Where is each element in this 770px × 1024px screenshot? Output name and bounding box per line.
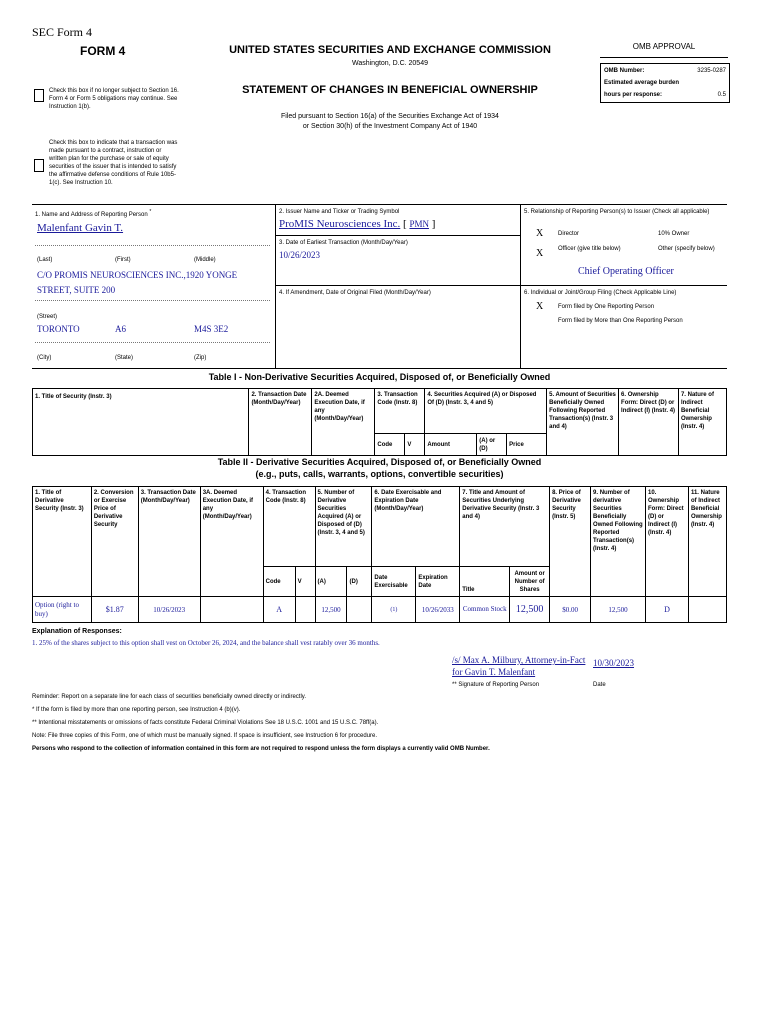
officer-mark[interactable]: X	[536, 248, 544, 259]
t2-expiration-date: Expiration Date	[416, 567, 460, 597]
state-label: (State)	[115, 355, 134, 361]
t2-row-form: D	[645, 597, 688, 623]
issuer-name-link[interactable]: ProMIS Neurosciences Inc.	[279, 218, 401, 230]
sec-form-label: SEC Form 4	[32, 25, 93, 39]
t2-h4: 4. Transaction Code (Instr. 8)	[263, 487, 315, 567]
t2-h1: 1. Title of Derivative Security (Instr. 3)	[33, 487, 92, 597]
t1-h6: 6. Ownership Form: Direct (D) or Indirect (I) (Instr. 4)	[619, 389, 679, 456]
date-label: Date	[593, 682, 606, 688]
table2-title: Table II - Derivative Securities Acquired, Disposed of, or Beneficially Owned	[217, 457, 542, 467]
t1-amount: Amount	[425, 434, 477, 456]
first-label: (First)	[115, 257, 131, 263]
t2-row-und-title: Common Stock	[460, 597, 510, 623]
t2-h3a: 3A. Deemed Execution Date, if any (Month/Day/Year)	[200, 487, 263, 597]
signature: /s/ Max A. Milbury, Attorney-in-Fact for Gavin T. Malenfant	[452, 655, 586, 677]
t2-h9: 9. Number of derivative Securities Beneficially Owned Following Reported Transaction(s) (Instr. 4)	[591, 487, 646, 597]
note-multiple-persons: * If the form is filed by more than one reporting person, see Instruction 4 (b)(v).	[32, 707, 241, 713]
multi-person-label: Form filed by More than One Reporting Person	[558, 318, 683, 324]
city-value: TORONTO	[37, 324, 80, 334]
t2-row-title: Option (right to buy)	[33, 597, 92, 623]
form-title: FORM 4	[80, 44, 126, 58]
t2-title: Title	[460, 567, 510, 597]
table1	[32, 388, 727, 456]
commission-location: Washington, D.C. 20549	[351, 60, 428, 67]
t2-row-v	[295, 597, 315, 623]
signature-date: 10/30/2023	[593, 658, 635, 668]
t2-h5: 5. Number of Derivative Securities Acquired (A) or Disposed of (D) (Instr. 3, 4 and 5)	[315, 487, 372, 567]
signature-label: ** Signature of Reporting Person	[452, 682, 540, 688]
t2-code: Code	[263, 567, 295, 597]
t2-row-deemed	[200, 597, 263, 623]
table1-title: Table I - Non-Derivative Securities Acquired, Disposed of, or Beneficially Owned	[208, 372, 551, 382]
ten-pct-owner-label: 10% Owner	[658, 231, 690, 237]
table2	[32, 486, 727, 623]
t1-h2a: 2A. Deemed Execution Date, if any (Month/Day/Year)	[312, 389, 375, 456]
t2-row-code: A	[263, 597, 295, 623]
zip-label: (Zip)	[194, 355, 207, 361]
t1-h5: 5. Amount of Securities Beneficially Owned Following Reported Transaction(s) (Instr. 3 and 4)	[547, 389, 619, 456]
note-omb: Persons who respond to the collection of information contained in this form are not required to respond unless the form displays a currently valid OMB Number.	[32, 746, 490, 752]
omb-number-label: OMB Number:	[604, 68, 645, 74]
rule-10b5-checkbox[interactable]	[34, 159, 44, 172]
no-longer-subject-text: Check this box if no longer subject to Section 16. Form 4 or Form 5 obligations may continue. See Instruction 1(b).	[49, 88, 179, 110]
t2-row-price: $1.87	[91, 597, 138, 623]
reporting-person-name-link[interactable]: Malenfant Gavin T.	[37, 222, 124, 234]
t2-row-a: 12,500	[315, 597, 347, 623]
filed-pursuant-2: or Section 30(h) of the Investment Company Act of 1940	[302, 123, 478, 130]
t2-h8: 8. Price of Derivative Security (Instr. 5)	[550, 487, 591, 597]
t1-h1: 1. Title of Security (Instr. 3)	[33, 389, 249, 456]
t1-h7: 7. Nature of Indirect Beneficial Ownership (Instr. 4)	[678, 389, 726, 456]
director-label: Director	[558, 231, 580, 237]
last-label: (Last)	[37, 257, 53, 263]
note-reminder: Reminder: Report on a separate line for each class of securities beneficially owned directly or indirectly.	[32, 694, 307, 700]
t2-d: (D)	[347, 567, 372, 597]
commission-title: UNITED STATES SECURITIES AND EXCHANGE COMMISSION	[229, 44, 551, 56]
t2-row-und-amount: 12,500	[510, 597, 550, 623]
note-misstatements: ** Intentional misstatements or omissions of facts constitute Federal Criminal Violations See 18 U.S.C. 1001 and 15 U.S.C. 78ff(a).	[32, 720, 379, 726]
explanation-1: 1. 25% of the shares subject to this option shall vest on October 26, 2024, and the balance shall vest ratably over 36 months.	[32, 639, 380, 647]
t2-date-exercisable: Date Exercisable	[372, 567, 416, 597]
omb-number-value: 3235-0287	[697, 68, 726, 74]
t2-row-nature	[688, 597, 726, 623]
box6-label: 6. Individual or Joint/Group Filing (Check Applicable Line)	[524, 290, 677, 296]
box4-label: 4. If Amendment, Date of Original Filed (Month/Day/Year)	[279, 290, 431, 296]
box5-label: 5. Relationship of Reporting Person(s) to Issuer (Check all applicable)	[524, 209, 710, 215]
t2-row-date: 10/26/2023	[138, 597, 200, 623]
street-label: (Street)	[37, 314, 58, 320]
rule-10b5-text: Check this box to indicate that a transaction was made pursuant to a contract, instruction or written plan for the purchase or sale of equity securities of the issuer that is intended to satisfy the affirmative defense conditions of Rule 10b5-1(c). See Instruction 10.	[49, 140, 178, 186]
city-label: (City)	[37, 355, 52, 361]
reporting-address: C/O PROMIS NEUROSCIENCES INC.,1920 YONGE STREET, SUITE 200	[37, 270, 238, 295]
officer-label: Officer (give title below)	[558, 246, 621, 252]
earliest-transaction-date: 10/26/2023	[279, 250, 321, 260]
t2-amount-shares: Amount or Number of Shares	[510, 567, 550, 597]
middle-label: (Middle)	[194, 257, 216, 263]
t1-aord: (A) or (D)	[477, 434, 507, 456]
omb-title: OMB APPROVAL	[600, 42, 728, 58]
t2-row-date-ex: (1)	[372, 597, 416, 623]
other-label: Other (specify below)	[658, 246, 715, 252]
box2-label: 2. Issuer Name and Ticker or Trading Symbol	[279, 209, 400, 215]
t1-h4: 4. Securities Acquired (A) or Disposed Of (D) (Instr. 3, 4 and 5)	[425, 389, 547, 434]
issuer-line: ProMIS Neurosciences Inc. [ PMN ]	[279, 218, 436, 230]
omb-hours-value: 0.5	[717, 92, 726, 98]
t1-h2: 2. Transaction Date (Month/Day/Year)	[249, 389, 312, 456]
t2-v: V	[295, 567, 315, 597]
t1-code: Code	[375, 434, 405, 456]
filed-pursuant-1: Filed pursuant to Section 16(a) of the Securities Exchange Act of 1934	[281, 113, 499, 120]
t2-row-der-price: $0.00	[550, 597, 591, 623]
table2-subtitle: (e.g., puts, calls, warrants, options, convertible securities)	[255, 469, 504, 479]
omb-details	[600, 63, 730, 103]
table-row	[33, 597, 727, 623]
omb-burden-label: Estimated average burden	[604, 80, 680, 86]
omb-approval-box	[600, 42, 728, 58]
t2-h6: 6. Date Exercisable and Expiration Date (Month/Day/Year)	[372, 487, 460, 567]
box3-label: 3. Date of Earliest Transaction (Month/Day/Year)	[279, 240, 408, 246]
director-mark[interactable]: X	[536, 228, 544, 239]
statement-title: STATEMENT OF CHANGES IN BENEFICIAL OWNERSHIP	[242, 84, 538, 96]
t2-row-d	[347, 597, 372, 623]
one-person-mark[interactable]: X	[536, 301, 544, 312]
explanation-title: Explanation of Responses:	[32, 628, 122, 635]
box1-label: 1. Name and Address of Reporting Person *	[35, 209, 152, 218]
t2-h3: 3. Transaction Date (Month/Day/Year)	[138, 487, 200, 597]
t2-row-owned: 12,500	[591, 597, 646, 623]
t2-h11: 11. Nature of Indirect Beneficial Ownership (Instr. 4)	[688, 487, 726, 597]
t2-row-exp: 10/26/2033	[416, 597, 460, 623]
note-copies: Note: File three copies of this Form, one of which must be manually signed. If space is insufficient, see Instruction 6 for procedure.	[32, 733, 378, 739]
zip-value: M4S 3E2	[194, 324, 229, 334]
t2-h2: 2. Conversion or Exercise Price of Derivative Security	[91, 487, 138, 597]
omb-hours-label: hours per response:	[604, 92, 663, 98]
officer-title: Chief Operating Officer	[578, 266, 674, 277]
t2-a: (A)	[315, 567, 347, 597]
state-value: A6	[115, 324, 126, 334]
t2-h10: 10. Ownership Form: Direct (D) or Indirect (I) (Instr. 4)	[645, 487, 688, 597]
t1-h3: 3. Transaction Code (Instr. 8)	[375, 389, 425, 434]
t1-v: V	[405, 434, 425, 456]
t1-price: Price	[507, 434, 547, 456]
t2-h7: 7. Title and Amount of Securities Underlying Derivative Security (Instr. 3 and 4)	[460, 487, 550, 567]
one-person-label: Form filed by One Reporting Person	[558, 304, 655, 310]
ticker-link[interactable]: PMN	[409, 219, 429, 229]
no-longer-subject-checkbox[interactable]	[34, 89, 44, 102]
